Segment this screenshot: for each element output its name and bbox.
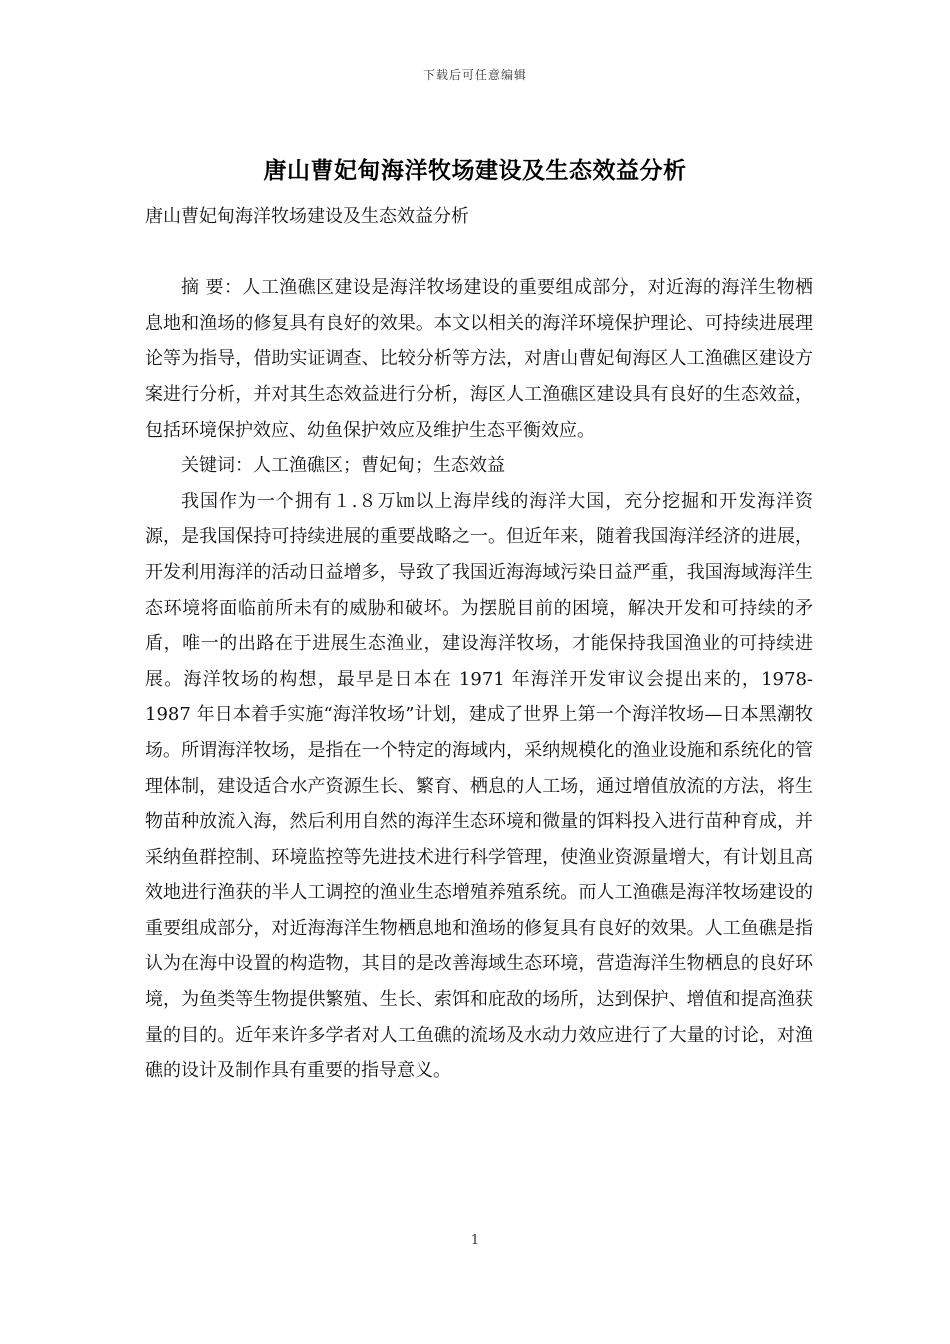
document-title: 唐山曹妃甸海洋牧场建设及生态效益分析 <box>263 157 687 184</box>
abstract-paragraph: 摘 要：人工渔礁区建设是海洋牧场建设的重要组成部分，对近海的海洋生物栖息地和渔场的修复具有良好的效果。本文以相关的海洋环境保护理论、可持续进展理论等为指导，借助实证调查、比较分析等方法，对唐山曹妃甸海区人工渔礁区建设方案进行分析，并对其生态效益进行分析，海区人工渔礁区建设具有良好的生态效益，包括环境保护效应、幼鱼保护效应及维护生态平衡效应。 <box>145 277 813 441</box>
document-subtitle: 唐山曹妃甸海洋牧场建设及生态效益分析 <box>145 206 469 227</box>
keywords-line: 关键词：人工渔礁区；曹妃甸；生态效益 <box>181 455 505 477</box>
document-body <box>145 199 813 1089</box>
header-note: 下载后可任意编辑 <box>422 68 527 82</box>
page-number: 1 <box>470 1233 480 1248</box>
intro-paragraph: 我国作为一个拥有１.８万㎞以上海岸线的海洋大国，充分挖掘和开发海洋资源，是我国保持可持续进展的重要战略之一。但近年来，随着我国海洋经济的进展，开发利用海洋的活动日益增多，导致了我国近海海域污染日益严重，我国海域海洋生态环境将面临前所未有的威胁和破坏。为摆脱目前的困境，解决开发和可持续的矛盾，唯一的出路在于进展生态渔业，建设海洋牧场，才能保持我国渔业的可持续进展。海洋牧场的构想，最早是日本在 1971 年海洋开发审议会提出来的，1978-1987 年日本着手实施“海洋牧场”计划，建成了世界上第一个海洋牧场—日本黑潮牧场。所谓海洋牧场，是指在一个特定的海域内，采纳规模化的渔业设施和系统化的管理体制，建设适合水产资源生长、繁育、栖息的人工场，通过增值放流的方法，将生物苗种放流入海，然后利用自然的海洋生态环境和微量的饵料投入进行苗种育成，并采纳鱼群控制、环境监控等先进技术进行科学管理，使渔业资源量增大，有计划且高效地进行渔获的半人工调控的渔业生态增殖养殖系统。而人工渔礁是海洋牧场建设的重要组成部分，对近海海洋生物栖息地和渔场的修复具有良好的效果。人工鱼礁是指认为在海中设置的构造物，其目的是改善海域生态环境，营造海洋生物栖息的良好环境，为鱼类等生物提供繁殖、生长、索饵和庇敌的场所，达到保护、增值和提高渔获量的目的。近年来许多学者对人工鱼礁的流场及水动力效应进行了大量的讨论，对渔礁的设计及制作具有重要的指导意义。 <box>145 490 813 1082</box>
